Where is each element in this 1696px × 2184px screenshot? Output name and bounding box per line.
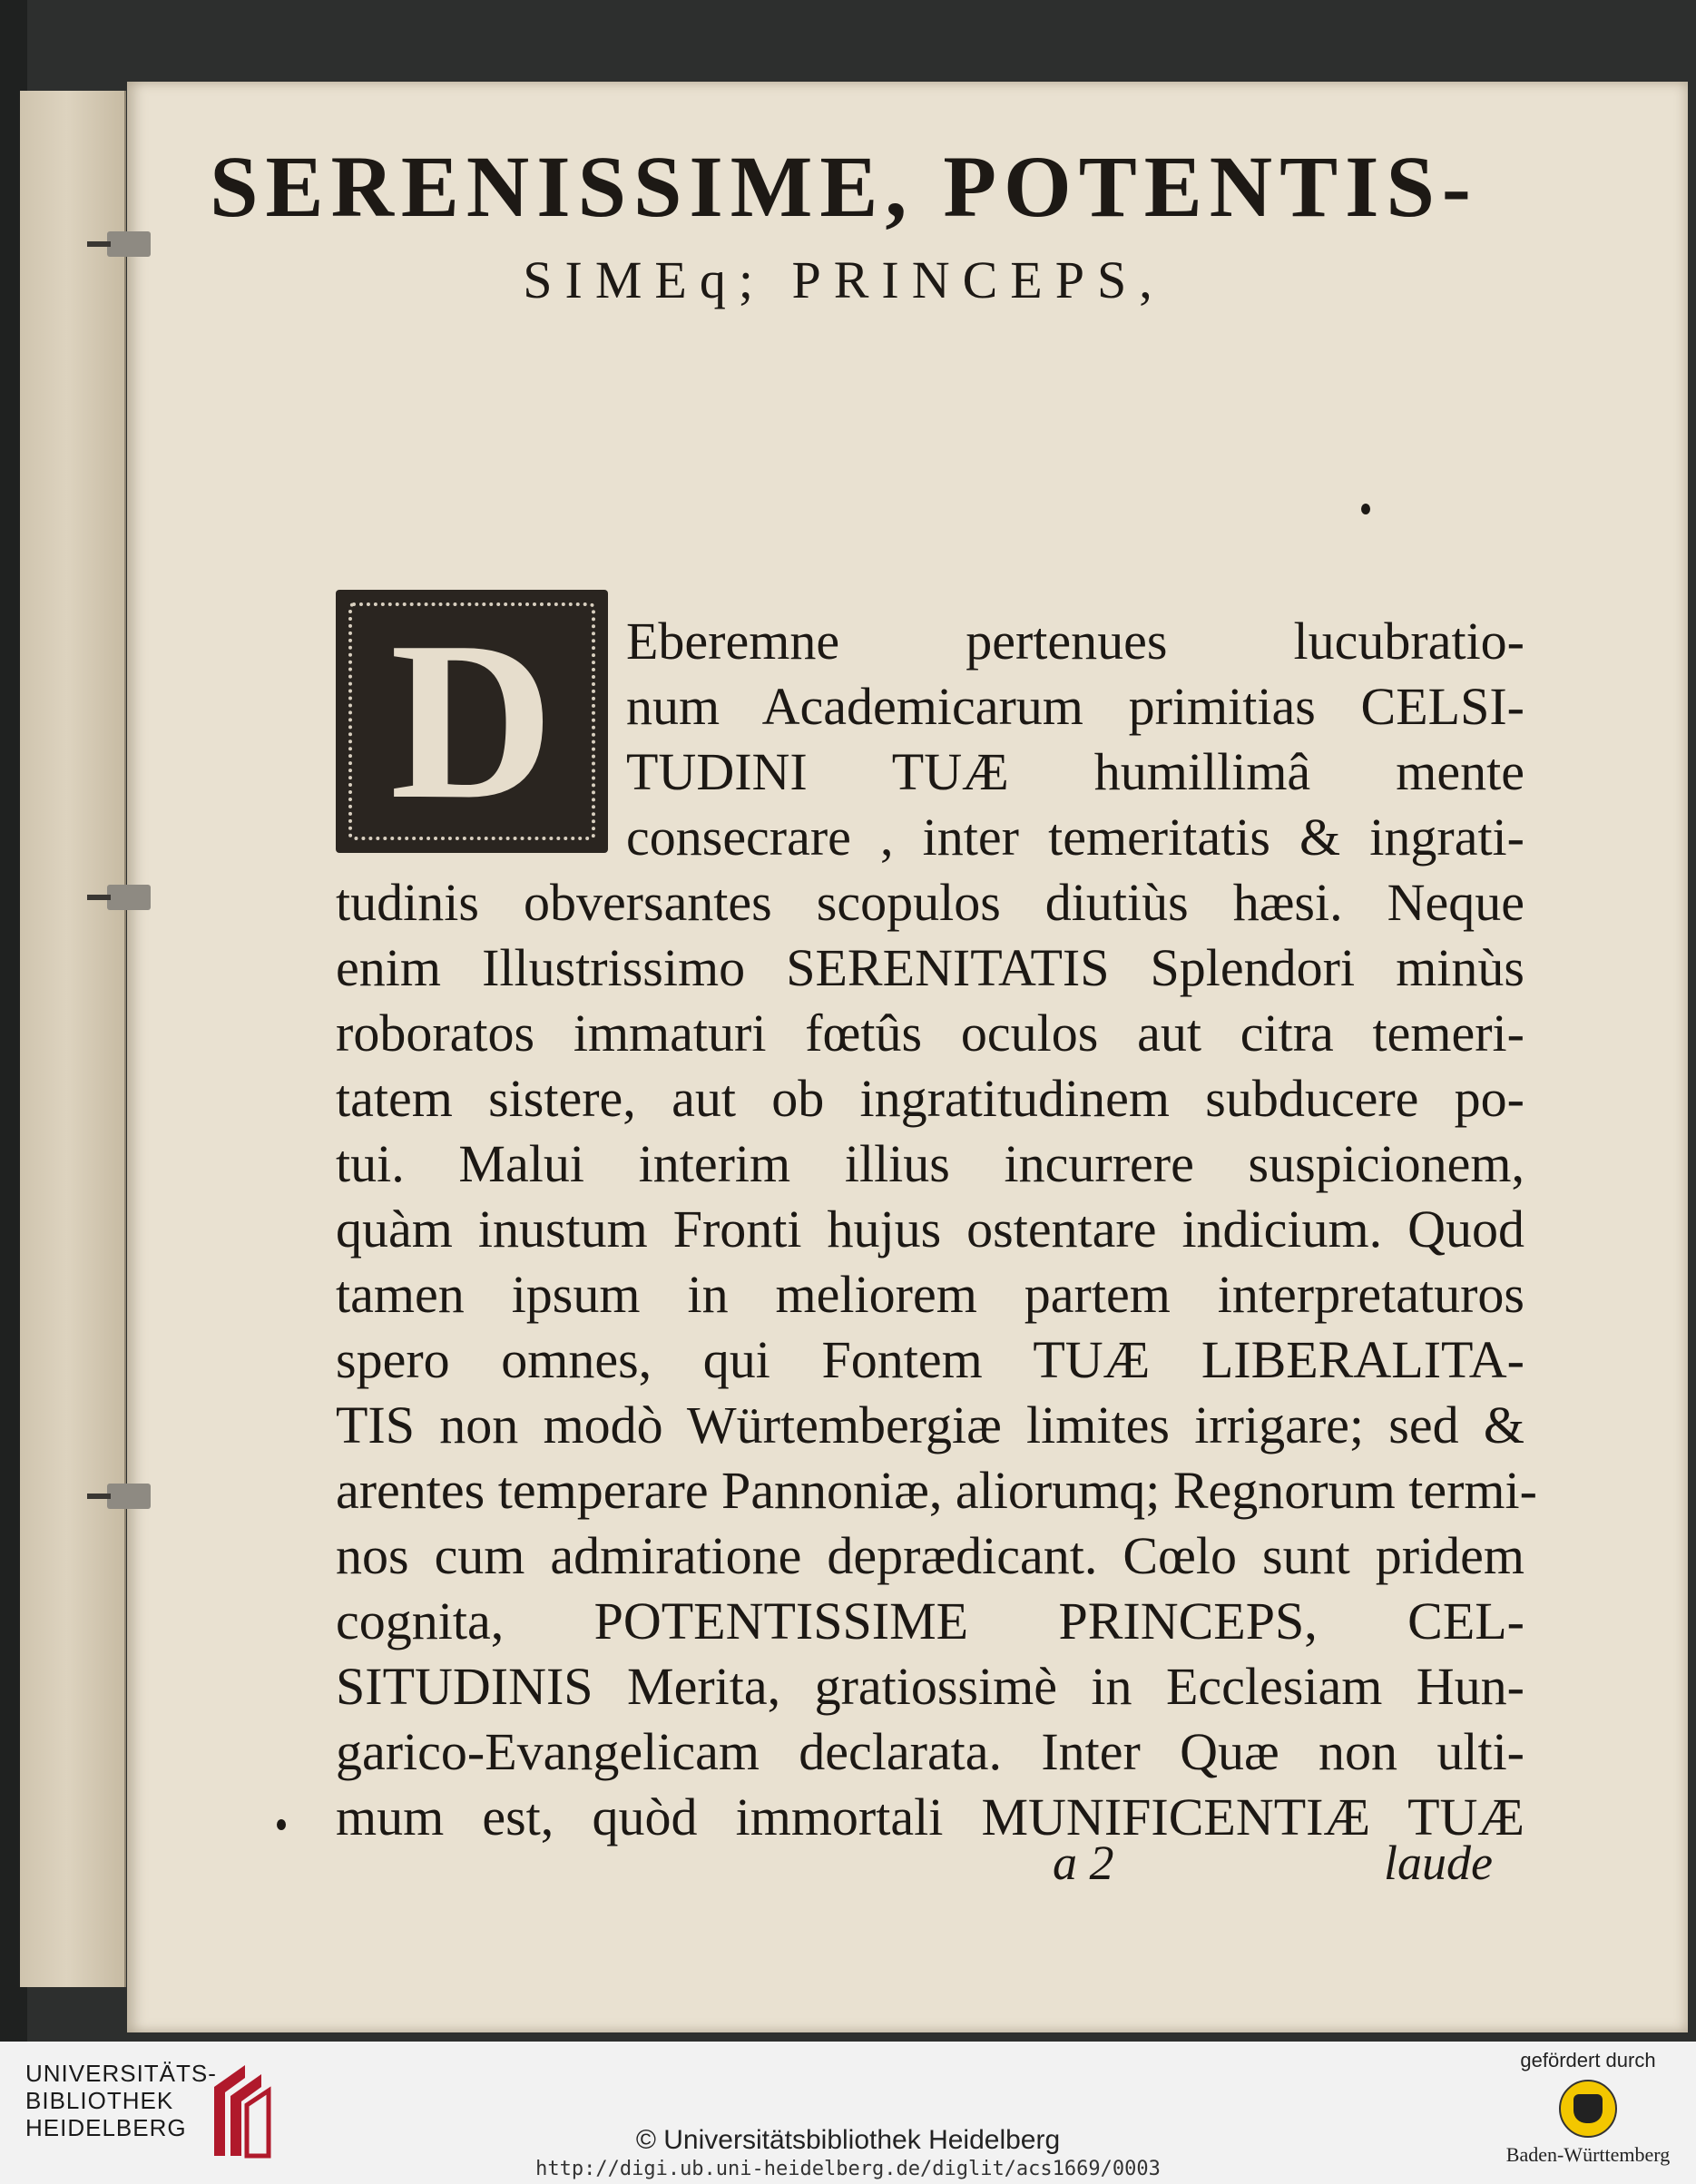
coat-of-arms-icon (1559, 2080, 1617, 2138)
previous-page-edge (20, 91, 126, 1987)
funding-state: Baden-Württemberg (1505, 2143, 1671, 2166)
library-name-line: UNIVERSITÄTS- (25, 2060, 217, 2087)
binding-stitch (107, 231, 151, 257)
catchword: laude (1384, 1836, 1493, 1890)
text-line: TIS non modò Würtembergiæ limites irrigare; sed & (336, 1396, 1524, 1454)
text-line: cognita, POTENTISSIME PRINCEPS, CEL- (336, 1591, 1524, 1650)
text-line: tamen ipsum in meliorem partem interpretaturos (336, 1265, 1524, 1324)
text-line: spero omnes, qui Fontem TUÆ LIBERALITA- (336, 1330, 1524, 1389)
text-line: Eberemne pertenues lucubratio- (626, 612, 1524, 671)
binding-stitch (107, 885, 151, 910)
viewer-footer (0, 2042, 1696, 2184)
ink-mark (1361, 504, 1370, 514)
permalink[interactable]: http://digi.ub.uni-heidelberg.de/diglit/acs1669/0003 (535, 2158, 1161, 2180)
library-name-line: HEIDELBERG (25, 2114, 187, 2141)
funding-label: gefördert durch (1520, 2049, 1656, 2071)
library-name-line: BIBLIOTHEK (25, 2087, 174, 2114)
page-heading: SERENISSIME, POTENTIS- (210, 138, 1478, 235)
signature-mark: a 2 (1053, 1836, 1114, 1890)
text-line: nos cum admiratione deprædicant. Cœlo sunt pridem (336, 1526, 1524, 1585)
text-line: num Academicarum primitias CELSI- (626, 677, 1524, 736)
page-subheading: SIMEq; PRINCEPS, (523, 250, 1165, 309)
text-line: SITUDINIS Merita, gratiossimè in Ecclesiam Hun- (336, 1657, 1524, 1716)
decorated-initial (336, 590, 608, 853)
funding-notice[interactable] (1488, 2049, 1688, 2167)
text-line: garico-Evangelicam declarata. Inter Quæ non ulti- (336, 1722, 1524, 1781)
text-line: roboratos immaturi fœtûs oculos aut citra temeri- (336, 1004, 1524, 1063)
text-line: consecrare , inter temeritatis & ingrati- (626, 808, 1524, 867)
text-line: TUDINI TUÆ humillimâ mente (626, 742, 1524, 801)
ink-mark (277, 1819, 286, 1830)
text-line: quàm inustum Fronti hujus ostentare indicium. Quod (336, 1200, 1524, 1258)
text-line: arentes temperare Pannoniæ, aliorumq; Regnorum termi- (336, 1461, 1537, 1520)
text-line: tudinis obversantes scopulos diutiùs hæsi. Neque (336, 873, 1524, 932)
text-line: mum est, quòd immortali MUNIFICENTIÆ TUÆ (336, 1787, 1524, 1846)
text-line: tatem sistere, aut ob ingratitudinem subducere po- (336, 1069, 1524, 1128)
binding-stitch (107, 1484, 151, 1509)
text-line: enim Illustrissimo SERENITATIS Splendori minùs (336, 938, 1524, 997)
copyright-notice: © Universitätsbibliothek Heidelberg (635, 2125, 1061, 2155)
initial-letter: D (389, 595, 554, 847)
text-line: tui. Malui interim illius incurrere suspicionem, (336, 1134, 1524, 1193)
